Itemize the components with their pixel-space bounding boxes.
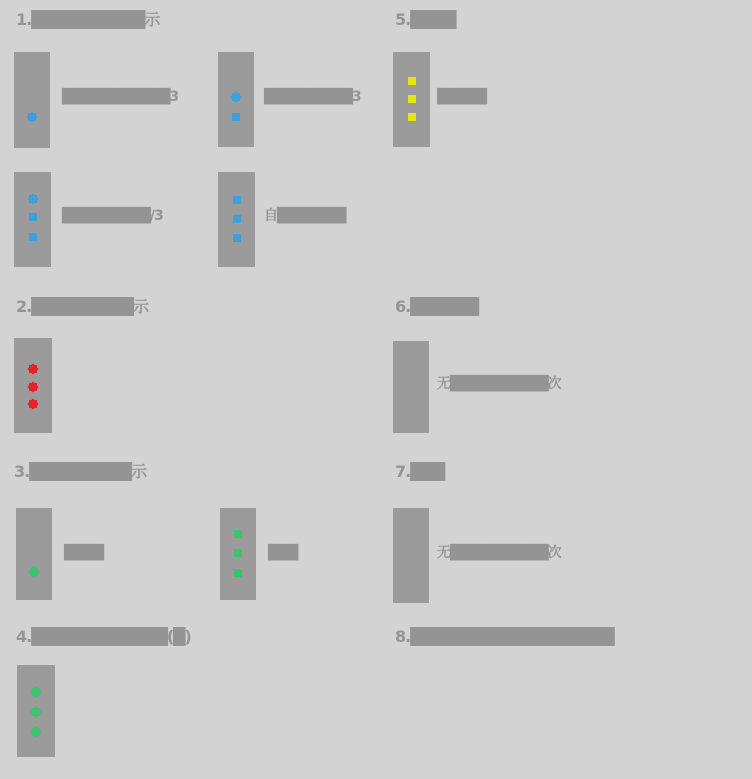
device-panel [393,508,429,603]
led-blinking-icon [31,727,41,737]
led-solid-icon [232,214,242,224]
section-8-title: 8.██████████████████ [395,627,614,646]
device-panel [220,508,256,600]
led-solid-icon [28,212,38,222]
device-panel [14,338,52,433]
device-panel [14,172,51,267]
section-3-title: 3.█████████示 [14,462,146,481]
device-label: █████ [437,89,486,105]
device-label: ███ [268,545,298,561]
led-blinking-icon [29,567,39,577]
section-2-title: 2.█████████示 [16,297,148,316]
led-blinking-icon [31,707,41,717]
led-blinking-icon [28,364,38,374]
led-blinking-icon [27,112,37,122]
section-1-title: 1.██████████示 [16,10,160,29]
led-solid-icon [232,233,242,243]
led-solid-icon [233,548,243,558]
section-7-title: 7.███ [395,462,445,481]
device-label: ████ [64,545,104,561]
led-solid-icon [232,195,242,205]
led-solid-icon [407,76,417,86]
device-label: 无██████████次 [437,376,561,392]
device-label: 无██████████次 [437,545,561,561]
led-solid-icon [233,568,243,578]
led-blinking-icon [31,687,41,697]
device-panel [393,341,429,433]
section-6-title: 6.██████ [395,297,479,316]
device-panel [218,172,255,267]
device-panel [17,665,55,757]
section-4-title: 4.████████████(█) [16,627,191,646]
device-panel [218,52,254,147]
led-solid-icon [407,112,417,122]
device-panel [14,52,50,148]
led-solid-icon [233,529,243,539]
led-solid-icon [28,232,38,242]
device-label: ███████████3 [62,89,179,105]
led-blinking-icon [28,399,38,409]
led-blinking-icon [28,382,38,392]
device-label: 自███████ [264,208,346,224]
device-label: █████████/3 [62,208,163,224]
led-solid-icon [407,94,417,104]
section-5-title: 5.████ [395,10,456,29]
led-blinking-icon [28,194,38,204]
led-blinking-icon [231,92,241,102]
device-panel [393,52,430,147]
device-panel [16,508,52,600]
device-label: █████████3 [264,89,361,105]
led-solid-icon [231,112,241,122]
